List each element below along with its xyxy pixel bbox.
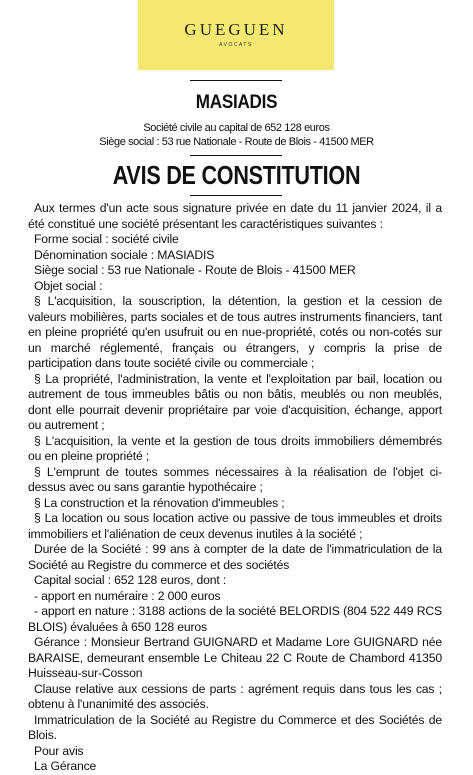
purpose-item: § L'acquisition, la souscription, la détention, la gestion et la cession de valeurs mobilières, parts sociales et de tous autres instruments financiers, tant en pleine propriété qu'en usufruit ou en nue-propriété, cotés ou non-cotés sur un marché réglementé, français ou étrangers, y compris la prise de participation dans toute société civile ou commerciale ; — [28, 294, 442, 370]
company-denomination: Dénomination sociale : MASIADIS — [34, 247, 215, 262]
notice-body — [28, 201, 442, 775]
law-firm-logo — [138, 0, 334, 70]
contribution-in-kind: - apport en nature : 3188 actions de la société BELORDIS (804 522 449 RCS BLOIS) évaluées à 650 128 euros — [28, 604, 442, 634]
share-capital: Capital social : 652 128 euros, dont : — [34, 573, 227, 587]
company-name: MASIADIS — [195, 92, 278, 113]
company-capital: Société civile au capital de 652 128 euros — [143, 122, 330, 134]
management: Gérance : Monsieur Bertrand GUIGNARD et Madame Lore GUIGNARD née BARAISE, demeurant ensemble Le Chiteau 22 C Route de Chambord 41350 Huisseau-sur-Cosson — [28, 635, 442, 680]
purpose-item: § La construction et la rénovation d'immeubles ; — [34, 495, 285, 510]
company-address: Siège social : 53 rue Nationale - Route de Blois - 41500 MER — [99, 136, 374, 148]
purpose-item: § L'acquisition, la vente et la gestion de tous droits immobiliers démembrés ou en pleine propriété ; — [28, 433, 442, 463]
title-divider — [190, 195, 282, 196]
registration: Immatriculation de la Société au Registre du Commerce et des Sociétés de Blois. — [28, 712, 442, 742]
divider-bottom — [190, 155, 282, 156]
legal-form: Forme social : société civile — [34, 232, 179, 246]
logo-subtitle: AVOCATS — [219, 42, 253, 48]
logo-name: GUEGUEN — [184, 20, 288, 39]
notice-title: AVIS DE CONSTITUTION — [112, 160, 361, 190]
transfer-clause: Clause relative aux cessions de parts : agrément requis dans tous les cas ; obtenu à l'unanimité des associés. — [28, 681, 442, 711]
purpose-item: § L'emprunt de toutes sommes nécessaires à la réalisation de l'objet ci-dessus avec ou sans garantie hypothécaire ; — [28, 464, 442, 494]
purpose-item: § La location ou sous location active ou passive de tous immeubles et droits immobiliers et l'aliénation de ceux devenus inutiles à la société ; — [28, 511, 442, 541]
signature-management: La Gérance — [34, 759, 97, 773]
registered-office: Siège social : 53 rue Nationale - Route de Blois - 41500 MER — [34, 263, 356, 277]
closing-for-notice: Pour avis — [34, 743, 84, 758]
purpose-item: § La propriété, l'administration, la vente et l'exploitation par bail, location ou autrement de tous immeubles bâtis ou non bâtis, meublés ou non meublés, dont elle pourrait devenir propriétaire par voie d'acquisition, échange, apport ou autrement ; — [28, 371, 442, 432]
intro-paragraph: Aux termes d'un acte sous signature privée en date du 11 janvier 2024, il a été constitué une société présentant les caractéristiques suivantes : — [28, 201, 442, 231]
duration: Durée de la Société : 99 ans à compter de la date de l'immatriculation de la Société au Registre du commerce et des sociétés — [28, 542, 442, 572]
purpose-heading: Objet social : — [34, 278, 103, 293]
divider-top — [190, 80, 282, 81]
cash-contribution: - apport en numéraire : 2 000 euros — [34, 588, 221, 603]
